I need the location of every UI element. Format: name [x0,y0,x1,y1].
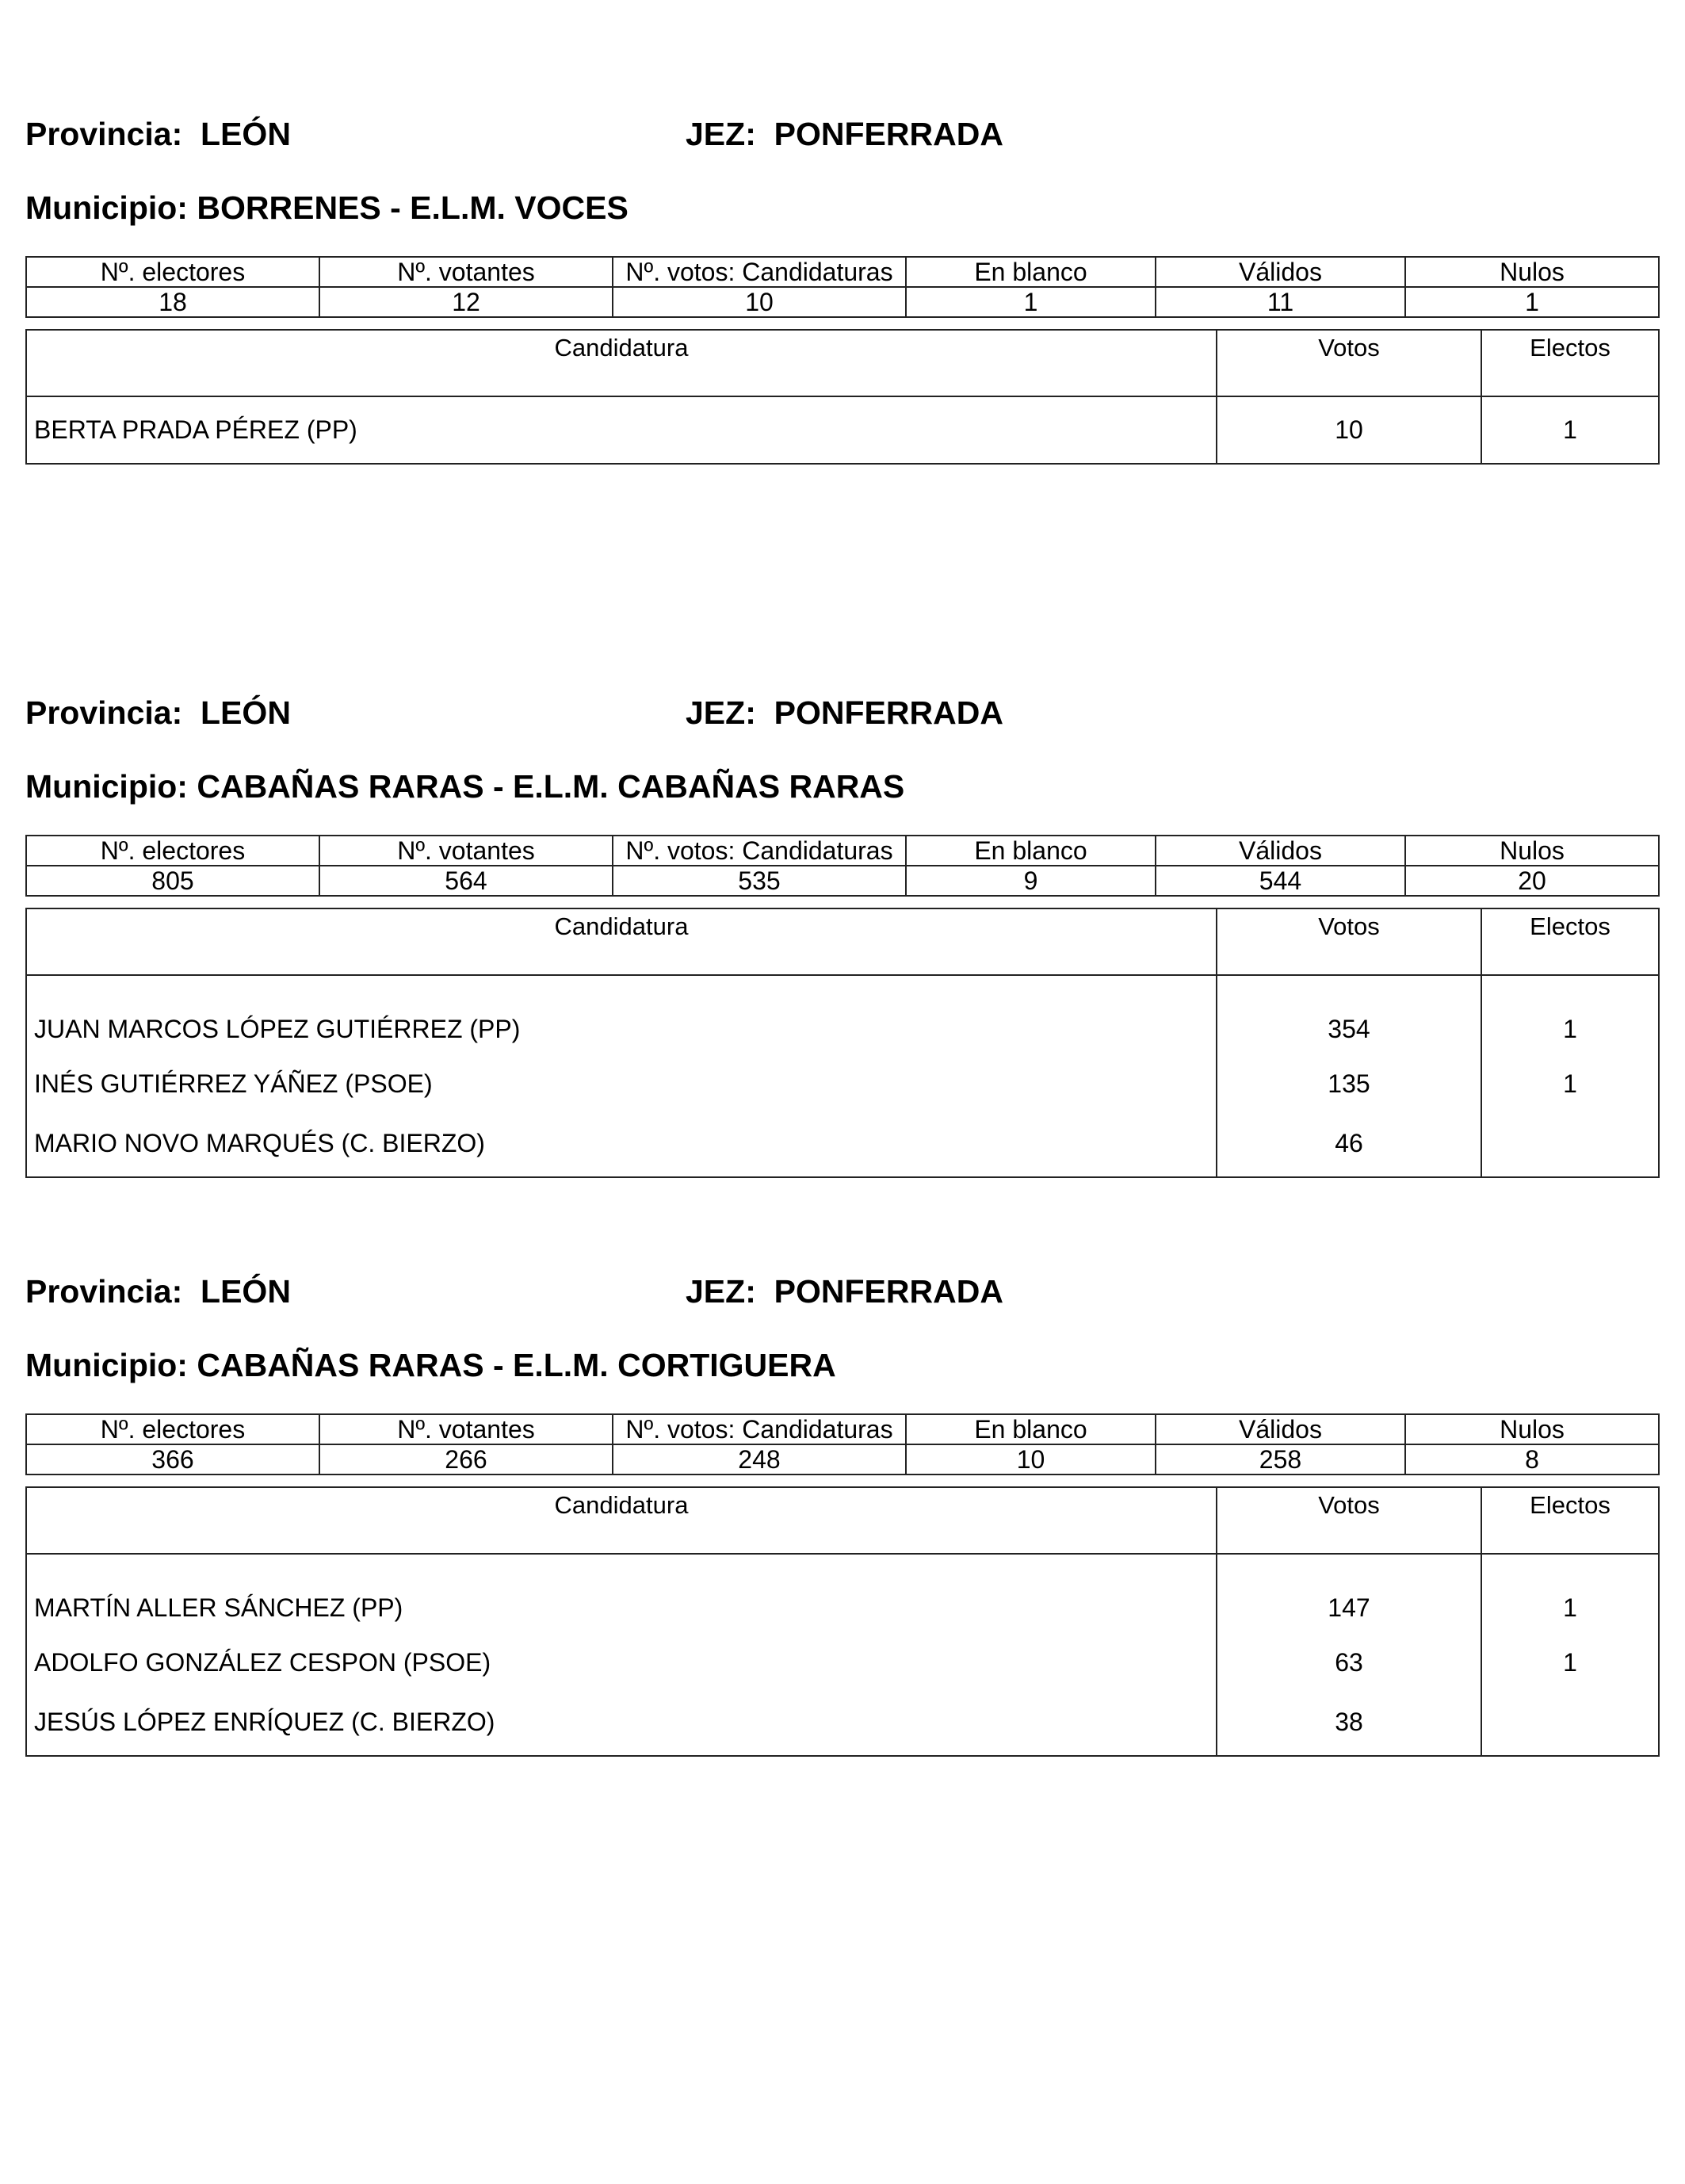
candidate-electos [1481,1696,1659,1756]
summary-value-cell: 1 [906,287,1156,317]
electos-header: Electos [1481,908,1659,975]
candidate-electos: 1 [1481,1050,1659,1118]
municipio-heading: Municipio: CABAÑAS RARAS - E.L.M. CORTIGUERA [25,1347,836,1383]
candidate-votos: 147 [1217,1554,1481,1629]
electos-header: Electos [1481,330,1659,396]
votos-header: Votos [1217,330,1481,396]
votos-header: Votos [1217,1487,1481,1554]
jez-heading: JEZ: PONFERRADA [686,1273,1003,1310]
provincia-heading: Provincia: LEÓN [25,1273,291,1310]
candidatura-header: Candidatura [26,1487,1217,1554]
summary-header-cell: Nº. votos: Candidaturas [613,836,906,866]
provincia-heading: Provincia: LEÓN [25,116,291,152]
summary-value-cell: 248 [613,1444,906,1474]
candidate-name: MARIO NOVO MARQUÉS (C. BIERZO) [26,1118,1217,1177]
jez-heading: JEZ: PONFERRADA [686,694,1003,731]
candidate-row [26,1629,1659,1696]
candidate-electos: 1 [1481,1554,1659,1629]
candidate-electos: 1 [1481,1629,1659,1696]
candidates-table [25,329,1660,465]
results-section-cabanas-raras [25,682,1658,1237]
summary-header-cell: Nº. votantes [319,836,613,866]
summary-value-cell: 8 [1405,1444,1659,1474]
summary-value-cell: 564 [319,866,613,896]
municipio-heading: Municipio: CABAÑAS RARAS - E.L.M. CABAÑAS RARAS [25,768,905,805]
summary-header-cell: Nº. votantes [319,257,613,287]
candidate-row [26,1696,1659,1756]
candidate-votos: 354 [1217,975,1481,1050]
summary-header-cell: Nº. electores [26,836,319,866]
jez-heading: JEZ: PONFERRADA [686,116,1003,152]
summary-header-cell: En blanco [906,836,1156,866]
candidate-votos: 46 [1217,1118,1481,1177]
candidates-table [25,1486,1660,1757]
candidates-header-row [26,330,1659,396]
candidate-electos: 1 [1481,396,1659,464]
summary-value-cell: 12 [319,287,613,317]
candidate-name: JUAN MARCOS LÓPEZ GUTIÉRREZ (PP) [26,975,1217,1050]
summary-value-row [26,287,1659,317]
summary-header-cell: En blanco [906,257,1156,287]
candidate-votos: 10 [1217,396,1481,464]
summary-value-cell: 9 [906,866,1156,896]
candidate-name: INÉS GUTIÉRREZ YÁÑEZ (PSOE) [26,1050,1217,1118]
summary-header-cell: Nº. votos: Candidaturas [613,1414,906,1444]
candidate-name: ADOLFO GONZÁLEZ CESPON (PSOE) [26,1629,1217,1696]
summary-header-cell: Válidos [1156,1414,1405,1444]
summary-header-row [26,836,1659,866]
summary-header-cell: Nulos [1405,836,1659,866]
summary-value-cell: 266 [319,1444,613,1474]
candidate-electos: 1 [1481,975,1659,1050]
electos-header: Electos [1481,1487,1659,1554]
candidate-row [26,975,1659,1050]
candidate-votos: 135 [1217,1050,1481,1118]
summary-header-cell: Nº. electores [26,1414,319,1444]
candidate-votos: 63 [1217,1629,1481,1696]
candidates-header-row [26,908,1659,975]
summary-header-cell: Válidos [1156,257,1405,287]
summary-value-cell: 11 [1156,287,1405,317]
summary-header-cell: Nº. electores [26,257,319,287]
summary-value-cell: 10 [906,1444,1156,1474]
candidate-row [26,396,1659,464]
candidate-name: MARTÍN ALLER SÁNCHEZ (PP) [26,1554,1217,1629]
candidate-row [26,1118,1659,1177]
summary-value-row [26,866,1659,896]
summary-header-cell: Nulos [1405,257,1659,287]
summary-value-cell: 18 [26,287,319,317]
candidatura-header: Candidatura [26,330,1217,396]
summary-table [25,1413,1660,1475]
summary-value-cell: 10 [613,287,906,317]
provincia-heading: Provincia: LEÓN [25,694,291,731]
results-section-voces [25,103,1658,658]
candidates-table [25,908,1660,1178]
candidatura-header: Candidatura [26,908,1217,975]
summary-value-cell: 1 [1405,287,1659,317]
summary-value-cell: 20 [1405,866,1659,896]
municipio-heading: Municipio: BORRENES - E.L.M. VOCES [25,189,629,226]
summary-value-cell: 258 [1156,1444,1405,1474]
candidate-votos: 38 [1217,1696,1481,1756]
candidate-name: JESÚS LÓPEZ ENRÍQUEZ (C. BIERZO) [26,1696,1217,1756]
summary-header-row [26,257,1659,287]
summary-header-cell: Nº. votos: Candidaturas [613,257,906,287]
candidate-row [26,1554,1659,1629]
summary-header-cell: Nº. votantes [319,1414,613,1444]
summary-value-row [26,1444,1659,1474]
summary-value-cell: 544 [1156,866,1405,896]
summary-value-cell: 366 [26,1444,319,1474]
summary-header-cell: Válidos [1156,836,1405,866]
candidate-row [26,1050,1659,1118]
votos-header: Votos [1217,908,1481,975]
summary-value-cell: 805 [26,866,319,896]
summary-header-cell: En blanco [906,1414,1156,1444]
summary-header-cell: Nulos [1405,1414,1659,1444]
candidate-name: BERTA PRADA PÉREZ (PP) [26,396,1217,464]
results-section-cortiguera [25,1260,1658,1815]
summary-table [25,835,1660,897]
candidates-header-row [26,1487,1659,1554]
candidate-electos [1481,1118,1659,1177]
summary-table [25,256,1660,318]
summary-header-row [26,1414,1659,1444]
summary-value-cell: 535 [613,866,906,896]
